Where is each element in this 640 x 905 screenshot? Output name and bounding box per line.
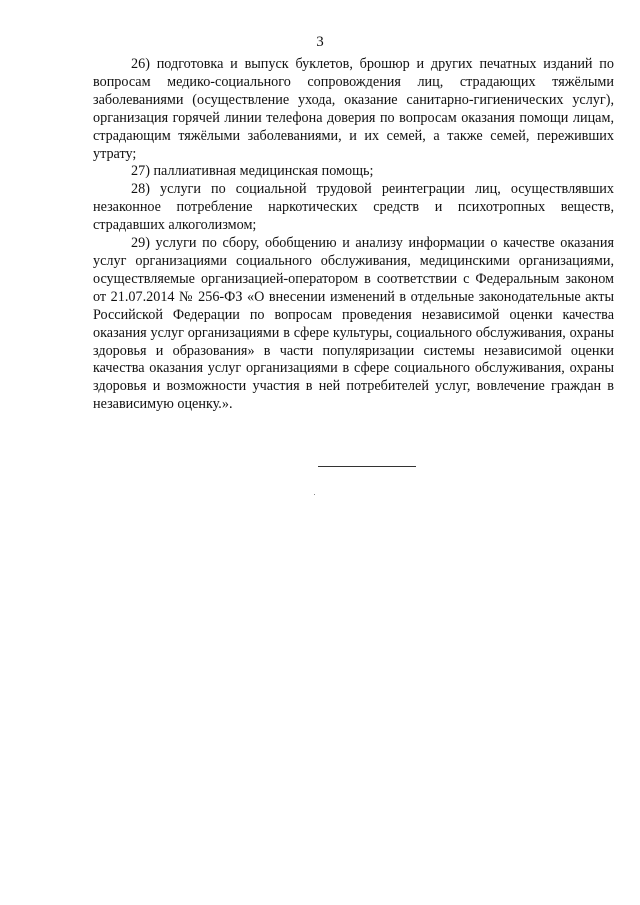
list-item-28: 28) услуги по социальной трудовой реинтеграции лиц, осуществлявших незаконное потребление наркотических средств и психотропных веществ, страдавших алкоголизмом; <box>93 181 614 234</box>
scan-artifact <box>314 494 315 495</box>
list-item-29: 29) услуги по сбору, обобщению и анализу информации о качестве оказания услуг организациями социального обслуживания, медицинскими организациями, осуществляемые организацией-оператором в соответствии с Федеральным законом от 21.07.2014 № 256-ФЗ «О внесении изменений в отдельные законодательные акты Российской Федерации по вопросам проведения независимой оценки качества оказания услуг организациями в сфере культуры, социального обслуживания, охраны здоровья и образования» в части популяризации системы независимой оценки качества оказания услуг организациями в сфере социального обслуживания, охраны здоровья и возможности участия в ней потребителей услуг, вовлечение граждан в независимую оценку.». <box>93 235 614 413</box>
list-item-26: 26) подготовка и выпуск буклетов, брошюр и других печатных изданий по вопросам медико-социального сопровождения лиц, страдающих тяжёлыми заболеваниями (осуществление ухода, оказание санитарно-гигиенических услуг), организация горячей линии телефона доверия по вопросам оказания помощи лицам, страдающим тяжёлыми заболеваниями, и их семей, а также семей, переживших утрату; <box>93 56 614 162</box>
list-item-27: 27) паллиативная медицинская помощь; <box>131 163 374 180</box>
document-body <box>93 56 614 414</box>
page-number: 3 <box>316 34 324 50</box>
end-of-document-rule <box>318 466 416 467</box>
